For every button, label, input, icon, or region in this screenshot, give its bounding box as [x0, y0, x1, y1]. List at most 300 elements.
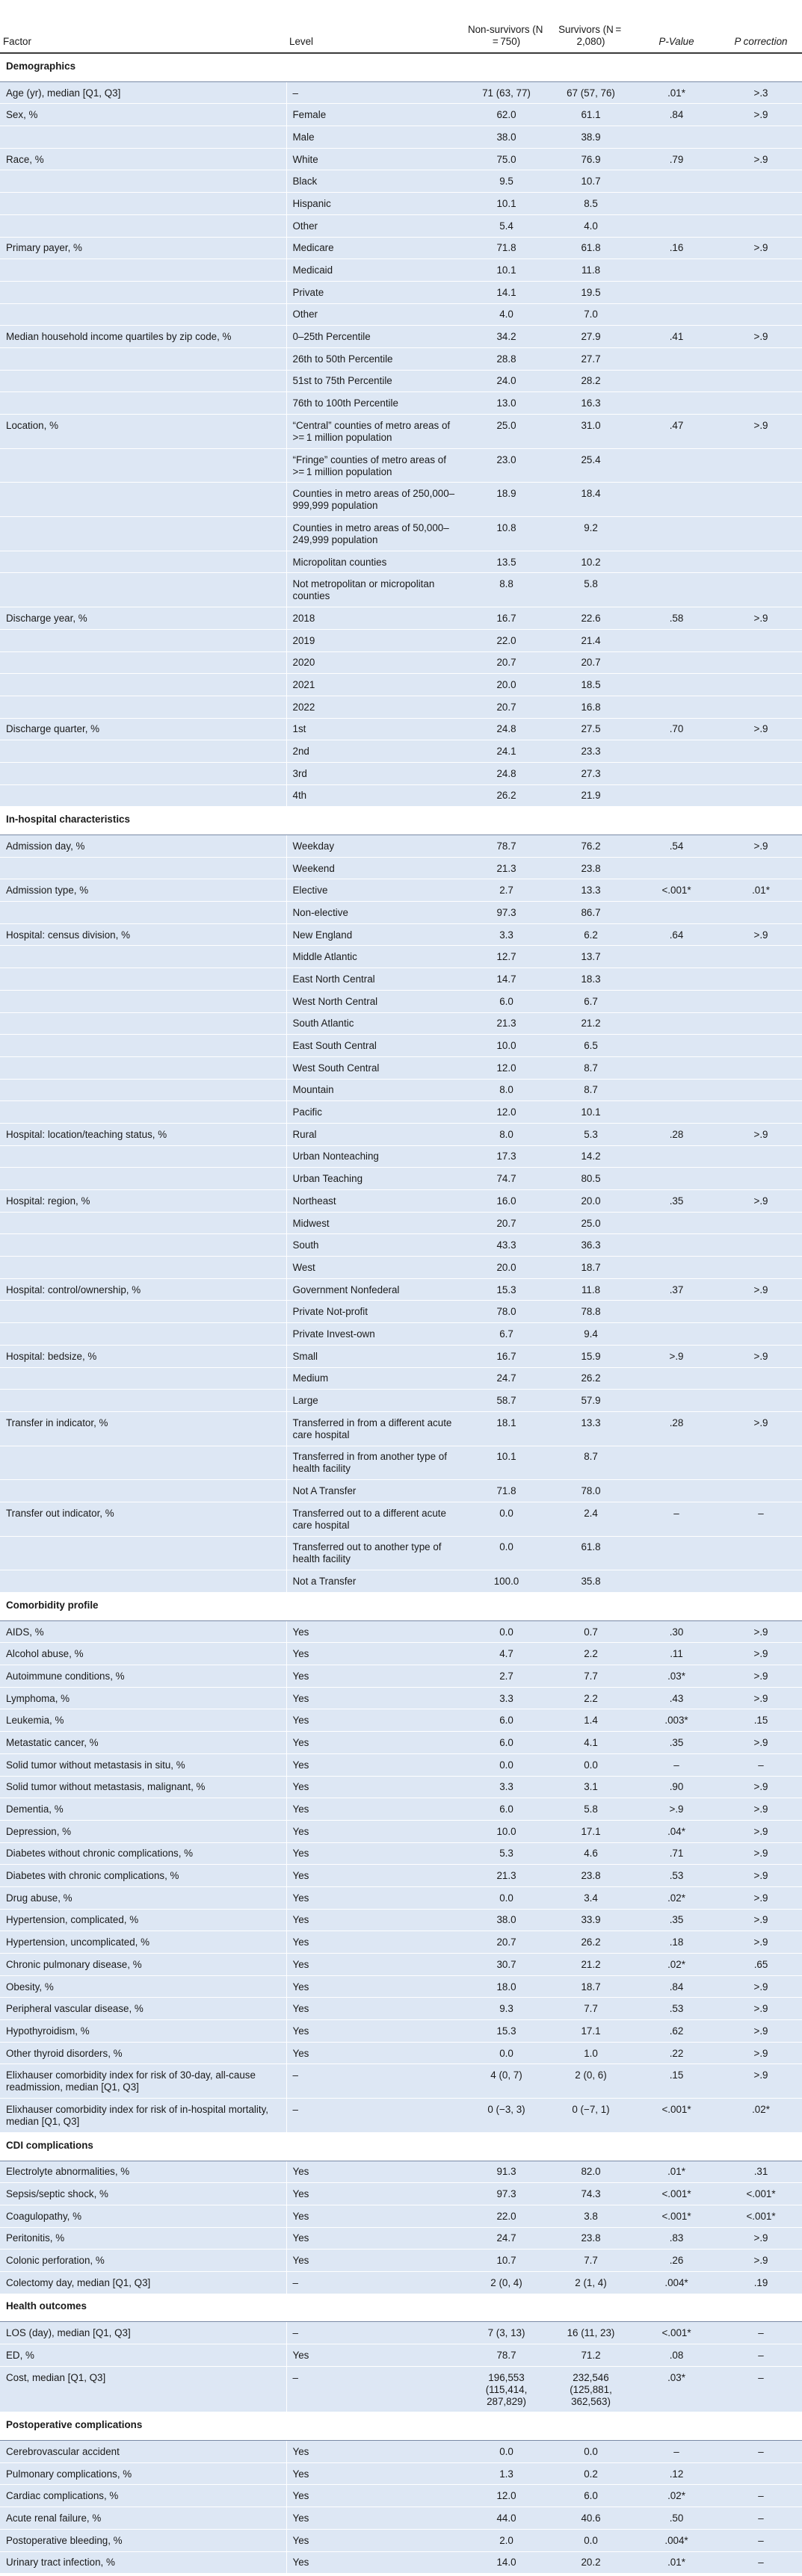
pcorrection-cell: .19 [720, 2271, 802, 2294]
factor-cell: Transfer in indicator, % [0, 1411, 286, 1446]
level-cell: “Fringe” counties of metro areas of >= 1 million population [286, 448, 464, 483]
table-row [0, 551, 802, 573]
table-row [0, 1212, 802, 1234]
nonsurvivors-cell: 5.4 [464, 214, 549, 237]
table-row [0, 651, 802, 674]
pcorrection-cell: .02* [720, 2099, 802, 2133]
table-row [0, 1234, 802, 1257]
table-row [0, 2551, 802, 2574]
pvalue-cell [633, 1035, 720, 1057]
survivors-cell: 6.0 [549, 2485, 633, 2507]
nonsurvivors-cell: 5.3 [464, 1842, 549, 1865]
pcorrection-cell: >.9 [720, 1798, 802, 1821]
nonsurvivors-cell: 21.3 [464, 1012, 549, 1035]
table-row [0, 2366, 802, 2412]
table-row [0, 326, 802, 348]
level-cell: Yes [286, 1687, 464, 1709]
level-cell: Female [286, 104, 464, 126]
nonsurvivors-cell: 78.7 [464, 835, 549, 858]
pvalue-cell: <.001* [633, 879, 720, 902]
survivors-cell: 61.8 [549, 237, 633, 259]
section-title: Demographics [0, 53, 802, 81]
survivors-cell: 13.7 [549, 946, 633, 968]
pvalue-cell: .37 [633, 1278, 720, 1301]
level-cell: West [286, 1257, 464, 1279]
pcorrection-cell: >.9 [720, 2250, 802, 2272]
level-cell: 76th to 100th Percentile [286, 392, 464, 415]
factor-cell [0, 1145, 286, 1168]
level-cell: 3rd [286, 762, 464, 784]
factor-cell: Sex, % [0, 104, 286, 126]
factor-cell: Elixhauser comorbidity index for risk of in-hospital mortality, median [Q1, Q3] [0, 2099, 286, 2133]
pcorrection-cell: – [720, 2344, 802, 2367]
nonsurvivors-cell: 21.3 [464, 857, 549, 879]
survivors-cell: 16.3 [549, 392, 633, 415]
survivors-cell: 5.3 [549, 1123, 633, 1145]
survivors-cell: 4.6 [549, 1842, 633, 1865]
pvalue-cell [633, 902, 720, 924]
pvalue-cell: .003* [633, 1709, 720, 1732]
nonsurvivors-cell: 24.7 [464, 2227, 549, 2250]
level-cell: – [286, 2322, 464, 2344]
factor-cell: Coagulopathy, % [0, 2205, 286, 2227]
pcorrection-cell [720, 1367, 802, 1390]
nonsurvivors-cell: 23.0 [464, 448, 549, 483]
level-cell: Yes [286, 1798, 464, 1821]
pcorrection-cell: .15 [720, 1709, 802, 1732]
level-cell: Black [286, 170, 464, 193]
pvalue-cell: .54 [633, 835, 720, 858]
table-row [0, 1536, 802, 1570]
pvalue-cell [633, 1234, 720, 1257]
nonsurvivors-cell: 16.7 [464, 1345, 549, 1367]
level-cell: Private Not-profit [286, 1301, 464, 1323]
survivors-cell: 3.4 [549, 1886, 633, 1909]
factor-cell: Postoperative bleeding, % [0, 2529, 286, 2551]
header-survivors: Survivors (N = 2,080) [549, 0, 633, 53]
survivors-cell: 36.3 [549, 1234, 633, 1257]
table-row [0, 607, 802, 630]
pvalue-cell: .35 [633, 1190, 720, 1213]
header-factor: Factor [0, 0, 286, 53]
pcorrection-cell: >.9 [720, 1687, 802, 1709]
pcorrection-cell: >.9 [720, 1975, 802, 1998]
pcorrection-cell: >.9 [720, 1776, 802, 1798]
survivors-cell: 23.8 [549, 857, 633, 879]
table-row [0, 1620, 802, 1643]
level-cell: Middle Atlantic [286, 946, 464, 968]
pvalue-cell [633, 1012, 720, 1035]
level-cell: Hispanic [286, 193, 464, 215]
survivors-cell: 10.7 [549, 170, 633, 193]
nonsurvivors-cell: 20.7 [464, 1931, 549, 1954]
nonsurvivors-cell: 30.7 [464, 1954, 549, 1976]
factor-cell: Hypertension, complicated, % [0, 1909, 286, 1931]
pcorrection-cell [720, 214, 802, 237]
table-row [0, 2042, 802, 2064]
factor-cell [0, 1446, 286, 1480]
level-cell: Yes [286, 1620, 464, 1643]
table-row [0, 126, 802, 149]
pcorrection-cell: .31 [720, 2161, 802, 2183]
factor-cell [0, 1323, 286, 1346]
survivors-cell: 21.4 [549, 629, 633, 651]
pvalue-cell: .28 [633, 1411, 720, 1446]
nonsurvivors-cell: 17.3 [464, 1145, 549, 1168]
nonsurvivors-cell: 15.3 [464, 1278, 549, 1301]
pcorrection-cell: .65 [720, 1954, 802, 1976]
survivors-cell: 9.4 [549, 1323, 633, 1346]
pcorrection-cell: >.9 [720, 1732, 802, 1754]
pvalue-cell: .22 [633, 2042, 720, 2064]
pcorrection-cell: – [720, 2485, 802, 2507]
nonsurvivors-cell: 24.8 [464, 718, 549, 740]
pcorrection-cell: >.9 [720, 1865, 802, 1887]
factor-cell [0, 259, 286, 282]
nonsurvivors-cell: 10.1 [464, 193, 549, 215]
pvalue-cell: .90 [633, 1776, 720, 1798]
pcorrection-cell [720, 857, 802, 879]
section-header-row [0, 807, 802, 835]
survivors-cell: 27.7 [549, 347, 633, 370]
level-cell: Medicare [286, 237, 464, 259]
factor-cell [0, 214, 286, 237]
level-cell: East North Central [286, 968, 464, 991]
factor-cell [0, 1079, 286, 1101]
factor-cell [0, 1257, 286, 1279]
nonsurvivors-cell: 4.7 [464, 1643, 549, 1665]
level-cell: West South Central [286, 1056, 464, 1079]
nonsurvivors-cell: 9.5 [464, 170, 549, 193]
survivors-cell: 76.2 [549, 835, 633, 858]
factor-cell [0, 193, 286, 215]
factor-cell: Leukemia, % [0, 1709, 286, 1732]
factor-cell [0, 990, 286, 1012]
table-row [0, 1123, 802, 1145]
level-cell: Yes [286, 1998, 464, 2020]
pvalue-cell [633, 281, 720, 303]
nonsurvivors-cell: 22.0 [464, 629, 549, 651]
pvalue-cell [633, 946, 720, 968]
table-row [0, 2205, 802, 2227]
pvalue-cell [633, 696, 720, 718]
pcorrection-cell: >.9 [720, 1820, 802, 1842]
level-cell: Government Nonfederal [286, 1278, 464, 1301]
nonsurvivors-cell: 38.0 [464, 1909, 549, 1931]
header-pcorrection: P correction [720, 0, 802, 53]
table-row [0, 696, 802, 718]
level-cell: Yes [286, 2205, 464, 2227]
pcorrection-cell [720, 2462, 802, 2485]
level-cell: Weekday [286, 835, 464, 858]
level-cell: Yes [286, 2020, 464, 2043]
factor-cell [0, 857, 286, 879]
table-row [0, 1323, 802, 1346]
survivors-cell: 33.9 [549, 1909, 633, 1931]
nonsurvivors-cell: 14.0 [464, 2551, 549, 2574]
nonsurvivors-cell: 20.0 [464, 1257, 549, 1279]
level-cell: Pacific [286, 1101, 464, 1124]
pvalue-cell [633, 448, 720, 483]
table-row [0, 784, 802, 807]
factor-cell: Drug abuse, % [0, 1886, 286, 1909]
nonsurvivors-cell: 20.7 [464, 696, 549, 718]
survivors-cell: 8.7 [549, 1056, 633, 1079]
nonsurvivors-cell: 0.0 [464, 2441, 549, 2463]
table-row [0, 259, 802, 282]
table-row [0, 674, 802, 696]
survivors-cell: 5.8 [549, 1798, 633, 1821]
nonsurvivors-cell: 71.8 [464, 237, 549, 259]
pcorrection-cell [720, 1480, 802, 1502]
nonsurvivors-cell: 1.3 [464, 2462, 549, 2485]
table-row [0, 1367, 802, 1390]
pcorrection-cell [720, 483, 802, 517]
factor-cell [0, 674, 286, 696]
survivors-cell: 14.2 [549, 1145, 633, 1168]
level-cell: Other [286, 214, 464, 237]
survivors-cell: 80.5 [549, 1168, 633, 1190]
table-row [0, 104, 802, 126]
factor-cell [0, 448, 286, 483]
survivors-cell: 16 (11, 23) [549, 2322, 633, 2344]
table-row [0, 1101, 802, 1124]
survivors-cell: 27.9 [549, 326, 633, 348]
table-row [0, 1502, 802, 1536]
pcorrection-cell [720, 347, 802, 370]
factor-cell: Race, % [0, 148, 286, 170]
survivors-cell: 78.8 [549, 1301, 633, 1323]
pcorrection-cell [720, 1035, 802, 1057]
pcorrection-cell: >.9 [720, 1411, 802, 1446]
table-row [0, 415, 802, 449]
table-row [0, 1446, 802, 1480]
level-cell: 2nd [286, 740, 464, 763]
table-row [0, 1012, 802, 1035]
pvalue-cell: .28 [633, 1123, 720, 1145]
survivors-cell: 21.9 [549, 784, 633, 807]
pcorrection-cell: – [720, 2529, 802, 2551]
nonsurvivors-cell: 24.7 [464, 1367, 549, 1390]
level-cell: Yes [286, 2507, 464, 2530]
survivors-cell: 7.0 [549, 303, 633, 326]
level-cell: White [286, 148, 464, 170]
survivors-cell: 38.9 [549, 126, 633, 149]
factor-cell: Metastatic cancer, % [0, 1732, 286, 1754]
level-cell: – [286, 81, 464, 104]
pcorrection-cell [720, 740, 802, 763]
nonsurvivors-cell: 24.1 [464, 740, 549, 763]
factor-cell [0, 629, 286, 651]
survivors-cell: 9.2 [549, 517, 633, 551]
pcorrection-cell [720, 1212, 802, 1234]
survivors-cell: 67 (57, 76) [549, 81, 633, 104]
survivors-cell: 2.2 [549, 1687, 633, 1709]
survivors-cell: 7.7 [549, 1665, 633, 1688]
pcorrection-cell: >.9 [720, 1842, 802, 1865]
pvalue-cell [633, 1323, 720, 1346]
pcorrection-cell [720, 126, 802, 149]
level-cell: – [286, 2064, 464, 2099]
table-row [0, 2485, 802, 2507]
level-cell: Medicaid [286, 259, 464, 282]
table-body [0, 53, 802, 2574]
survivors-cell: 10.2 [549, 551, 633, 573]
survivors-cell: 28.2 [549, 370, 633, 392]
nonsurvivors-cell: 62.0 [464, 104, 549, 126]
survivors-cell: 17.1 [549, 2020, 633, 2043]
nonsurvivors-cell: 0 (−3, 3) [464, 2099, 549, 2133]
table-row [0, 2064, 802, 2099]
survivors-cell: 35.8 [549, 1570, 633, 1593]
nonsurvivors-cell: 12.0 [464, 1056, 549, 1079]
factor-cell [0, 784, 286, 807]
level-cell: Elective [286, 879, 464, 902]
level-cell: East South Central [286, 1035, 464, 1057]
nonsurvivors-cell: 10.8 [464, 517, 549, 551]
level-cell: Transferred out to another type of health facility [286, 1536, 464, 1570]
factor-cell: Solid tumor without metastasis in situ, % [0, 1753, 286, 1776]
survivors-cell: 13.3 [549, 1411, 633, 1446]
nonsurvivors-cell: 18.1 [464, 1411, 549, 1446]
nonsurvivors-cell: 10.0 [464, 1035, 549, 1057]
nonsurvivors-cell: 6.0 [464, 1732, 549, 1754]
pvalue-cell [633, 170, 720, 193]
table-row [0, 1931, 802, 1954]
pcorrection-cell [720, 990, 802, 1012]
survivors-cell: 0.0 [549, 2529, 633, 2551]
table-row [0, 2322, 802, 2344]
table-row [0, 81, 802, 104]
factor-cell: Cardiac complications, % [0, 2485, 286, 2507]
survivors-cell: 232,546 (125,881, 362,563) [549, 2366, 633, 2412]
pvalue-cell [633, 1446, 720, 1480]
section-header-row [0, 2412, 802, 2441]
pvalue-cell: .16 [633, 237, 720, 259]
level-cell: South [286, 1234, 464, 1257]
level-cell: Private [286, 281, 464, 303]
factor-cell: Hospital: location/teaching status, % [0, 1123, 286, 1145]
survivors-cell: 23.8 [549, 2227, 633, 2250]
pvalue-cell: >.9 [633, 1345, 720, 1367]
factor-cell [0, 1480, 286, 1502]
level-cell: Yes [286, 2344, 464, 2367]
level-cell: Male [286, 126, 464, 149]
pvalue-cell: .71 [633, 1842, 720, 1865]
pcorrection-cell [720, 1101, 802, 1124]
survivors-cell: 25.4 [549, 448, 633, 483]
pcorrection-cell: >.9 [720, 415, 802, 449]
survivors-cell: 8.7 [549, 1446, 633, 1480]
level-cell: South Atlantic [286, 1012, 464, 1035]
factor-cell [0, 1101, 286, 1124]
pcorrection-cell: >.9 [720, 923, 802, 946]
level-cell: Transferred in from another type of health facility [286, 1446, 464, 1480]
survivors-cell: 61.1 [549, 104, 633, 126]
table-row [0, 237, 802, 259]
table-row [0, 835, 802, 858]
factor-cell [0, 517, 286, 551]
survivors-cell: 18.7 [549, 1257, 633, 1279]
survivors-cell: 15.9 [549, 1345, 633, 1367]
pvalue-cell [633, 1212, 720, 1234]
level-cell: West North Central [286, 990, 464, 1012]
table-row [0, 2250, 802, 2272]
pcorrection-cell [720, 448, 802, 483]
factor-cell: Chronic pulmonary disease, % [0, 1954, 286, 1976]
table-row [0, 1909, 802, 1931]
factor-cell [0, 281, 286, 303]
nonsurvivors-cell: 78.7 [464, 2344, 549, 2367]
table-row [0, 2161, 802, 2183]
table-row [0, 2462, 802, 2485]
pcorrection-cell [720, 946, 802, 968]
pcorrection-cell: >.9 [720, 607, 802, 630]
level-cell: Yes [286, 1842, 464, 1865]
pvalue-cell: <.001* [633, 2183, 720, 2205]
factor-cell: Hospital: control/ownership, % [0, 1278, 286, 1301]
section-title: Comorbidity profile [0, 1593, 802, 1621]
section-title: Health outcomes [0, 2294, 802, 2322]
factor-cell: Other thyroid disorders, % [0, 2042, 286, 2064]
table-row [0, 762, 802, 784]
pcorrection-cell: <.001* [720, 2183, 802, 2205]
pvalue-cell: .70 [633, 718, 720, 740]
pcorrection-cell [720, 1012, 802, 1035]
pvalue-cell: >.9 [633, 1798, 720, 1821]
survivors-cell: 20.7 [549, 651, 633, 674]
level-cell: Medium [286, 1367, 464, 1390]
nonsurvivors-cell: 196,553 (115,414, 287,829) [464, 2366, 549, 2412]
survivors-cell: 20.0 [549, 1190, 633, 1213]
nonsurvivors-cell: 12.0 [464, 1101, 549, 1124]
pcorrection-cell [720, 573, 802, 607]
nonsurvivors-cell: 15.3 [464, 2020, 549, 2043]
level-cell: 1st [286, 718, 464, 740]
nonsurvivors-cell: 24.8 [464, 762, 549, 784]
pcorrection-cell [720, 303, 802, 326]
section-title: CDI complications [0, 2132, 802, 2161]
factor-cell [0, 1234, 286, 1257]
pvalue-cell [633, 303, 720, 326]
nonsurvivors-cell: 38.0 [464, 126, 549, 149]
pvalue-cell: <.001* [633, 2099, 720, 2133]
table-row [0, 517, 802, 551]
level-cell: Midwest [286, 1212, 464, 1234]
factor-cell [0, 968, 286, 991]
pvalue-cell: .01* [633, 2161, 720, 2183]
factor-cell [0, 170, 286, 193]
table-row [0, 923, 802, 946]
factor-cell: Age (yr), median [Q1, Q3] [0, 81, 286, 104]
survivors-cell: 21.2 [549, 1954, 633, 1976]
pvalue-cell: .02* [633, 2485, 720, 2507]
factor-cell: Alcohol abuse, % [0, 1643, 286, 1665]
factor-cell: Electrolyte abnormalities, % [0, 2161, 286, 2183]
pvalue-cell: .02* [633, 1954, 720, 1976]
pvalue-cell: .58 [633, 607, 720, 630]
factor-cell: ED, % [0, 2344, 286, 2367]
survivors-cell: 3.1 [549, 1776, 633, 1798]
survivors-cell: 8.7 [549, 1079, 633, 1101]
pvalue-cell: .84 [633, 104, 720, 126]
survivors-cell: 26.2 [549, 1931, 633, 1954]
level-cell: Counties in metro areas of 250,000–999,999 population [286, 483, 464, 517]
nonsurvivors-cell: 22.0 [464, 2205, 549, 2227]
pcorrection-cell: >.9 [720, 718, 802, 740]
table-row [0, 946, 802, 968]
table-row [0, 370, 802, 392]
